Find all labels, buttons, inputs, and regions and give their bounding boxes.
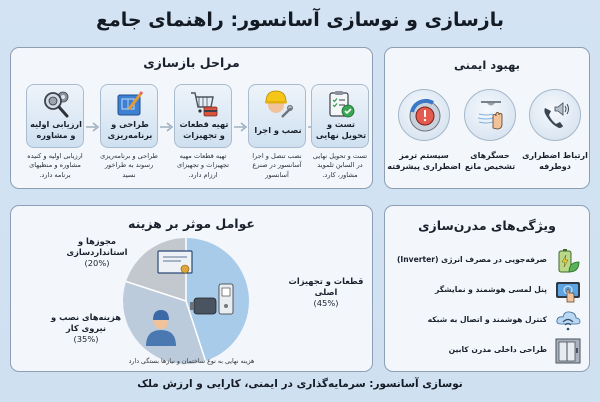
safety-label: دوطرفه <box>539 162 571 171</box>
stage-label: و تجهیزات <box>183 130 225 140</box>
safety-improvement-panel <box>384 47 590 189</box>
cost-label-labor: هزینه‌های نصب و نیروی کار (35%) <box>51 312 121 344</box>
cost-factors-panel <box>10 205 373 372</box>
cost-note: هزینه نهایی به نوع ساختمان و نیازها بستگی دارد <box>128 358 255 365</box>
touch-panel-icon <box>555 278 581 304</box>
safety-label: ارتباط اضطراری <box>522 151 588 160</box>
safety-title: بهبود ایمنی <box>453 58 521 72</box>
stage-label: نصب و اجرا <box>254 125 302 135</box>
safety-label: سیستم ترمز <box>399 151 449 160</box>
feature-cabin-design <box>393 338 581 364</box>
stage-assessment <box>26 84 84 179</box>
obstacle-sensor-icon <box>473 98 509 134</box>
cost-pie-chart <box>121 236 251 366</box>
checklist-icon <box>326 89 356 119</box>
arrow-right-icon <box>160 122 174 132</box>
safety-label: اضطراری پیشرفته <box>387 162 461 171</box>
cost-label-permits: مجوزها و استانداردسازی (20%) <box>66 236 128 268</box>
stage-label: و مشاوره <box>36 130 76 140</box>
stage-design <box>100 84 158 179</box>
safety-label: تشخیص مانع <box>464 162 516 171</box>
stage-description: تهیه قطعات مهیه تجهیزات و تجهیزای ارزام دارد. <box>177 152 229 179</box>
stage-description: تست و تحویل نهایی در السابن ثلمويد مشاور، کارد. <box>312 152 368 179</box>
stage-installation <box>248 84 306 179</box>
stage-procurement <box>174 84 232 179</box>
emergency-phone-icon <box>538 98 574 134</box>
feature-label: طراحی داخلی مدرن کابین <box>448 345 547 354</box>
cost-label-equipment: قطعات و تجهیزات اصلی (45%) <box>288 276 364 308</box>
stage-testing-handover <box>311 84 369 179</box>
blueprint-pencil-icon <box>115 89 145 119</box>
stage-label: تهیه قطعات <box>179 119 229 129</box>
stage-label: تحویل نهایی <box>315 130 367 140</box>
worker-wrench-icon <box>263 89 293 119</box>
stage-description: طراحی و برنامه‌ریزی رسوند به طراخور نسید <box>100 152 158 179</box>
magnifier-gear-icon <box>41 89 71 119</box>
battery-leaf-icon <box>555 248 581 274</box>
page-title: بازسازی و نوسازی آسانسور: راهنمای جامع <box>96 9 504 31</box>
renovation-stages-panel <box>10 47 373 189</box>
stage-description: ارزیابی اولیه و کنیده مشاوره و منظیهای برنامه دارد. <box>27 152 83 179</box>
feature-label: کنترل هوشمند و اتصال به شبکه <box>427 315 547 324</box>
stages-title: مراحل بازسازی <box>143 55 240 70</box>
feature-touch-panel <box>393 278 581 304</box>
footer-tagline: نوسازی آسانسور: سرمایه‌گذاری در ایمنی، کارایی و ارزش ملک <box>137 378 463 390</box>
safety-label: حسگرهای <box>470 151 510 160</box>
modernization-features-panel <box>384 205 590 372</box>
feature-label: پنل لمسی هوشمند و نمایشگر <box>435 285 547 294</box>
cart-toolbox-icon <box>189 89 219 119</box>
stage-description: نصب تنصل و اجرا آسانسور در صنرع آسانسور <box>252 152 302 179</box>
stage-label: تست و <box>326 119 355 129</box>
stage-label: طراحی و <box>111 119 149 129</box>
certificate-icon <box>158 251 192 273</box>
arrow-right-icon <box>86 122 100 132</box>
feature-label: صرفه‌جویی در مصرف انرژی (Inverter) <box>396 255 547 264</box>
arrow-right-icon <box>234 122 248 132</box>
cloud-wifi-icon <box>555 308 581 334</box>
feature-smart-control <box>393 308 581 334</box>
stage-label: ارزیابی اولیه <box>30 119 82 129</box>
stage-label: برنامه‌ریزی <box>107 130 153 140</box>
cost-title: عوامل موثر بر هزینه <box>128 216 255 231</box>
elevator-cabin-icon <box>555 338 581 364</box>
feature-energy <box>393 248 581 274</box>
modern-title: ویژگی‌های مدرن‌سازی <box>418 218 556 233</box>
emergency-brake-icon <box>407 98 443 134</box>
